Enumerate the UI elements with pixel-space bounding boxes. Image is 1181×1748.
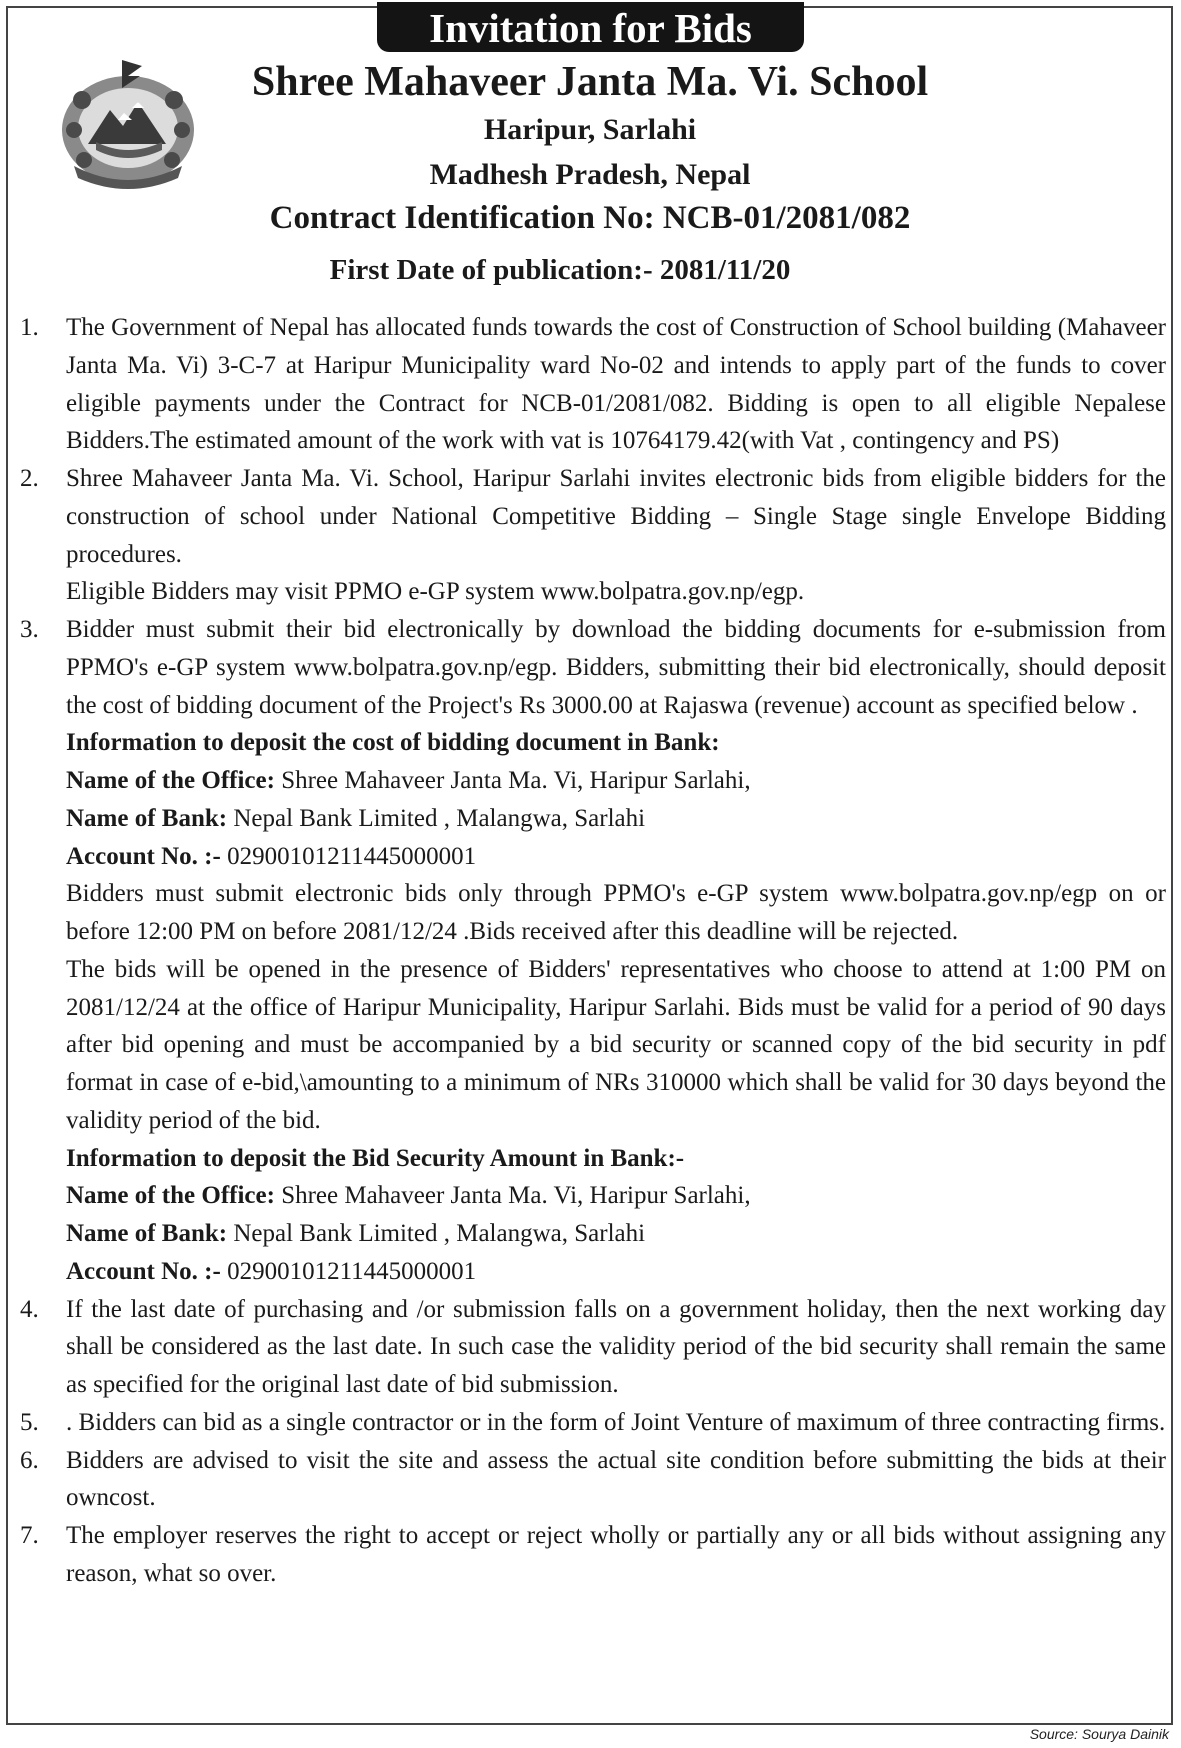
office-value: Shree Mahaveer Janta Ma. Vi, Haripur Sarlahi,	[274, 1182, 751, 1210]
source-credit: Source: Sourya Dainik	[1029, 1726, 1169, 1742]
submission-deadline-text: Bidders must submit electronic bids only through PPMO's e-GP system www.bolpatra.gov.np/egp on or before 12:00 PM on before 2081/12/24 .Bids received after this deadline will be rejected.	[66, 880, 1166, 945]
item-number: 6.	[20, 1446, 39, 1474]
notice-item-4	[16, 1291, 1166, 1404]
account-line	[66, 838, 1166, 876]
bank-line-2	[66, 1215, 1166, 1253]
publication-date: First Date of publication:- 2081/11/20	[329, 254, 791, 286]
school-address-line2: Madhesh Pradesh, Nepal	[429, 158, 751, 191]
item-text: The employer reserves the right to accept or reject wholly or partially any or all bids without assigning any reason, what so over.	[66, 1522, 1166, 1587]
account-label: Account No. :-	[66, 842, 221, 870]
bank-label: Name of Bank:	[66, 804, 228, 832]
office-value: Shree Mahaveer Janta Ma. Vi, Haripur Sarlahi,	[274, 767, 751, 794]
notice-item-3	[16, 611, 1166, 1291]
item-text: Shree Mahaveer Janta Ma. Vi. School, Haripur Sarlahi invites electronic bids from eligible bidders for the construction of school under National Competitive Bidding – Single Stage single Envelope Bidding procedures.	[66, 465, 1166, 568]
bank-value: Nepal Bank Limited , Malangwa, Sarlahi	[227, 804, 646, 832]
item-text: Bidders are advised to visit the site and assess the actual site condition before submitting the bids at their owncost.	[66, 1446, 1166, 1512]
office-line	[66, 762, 1166, 800]
notice-item-7	[16, 1517, 1166, 1593]
account-label: Account No. :-	[66, 1257, 221, 1285]
item-number: 7.	[20, 1522, 39, 1549]
school-address-line1: Haripur, Sarlahi	[483, 113, 697, 146]
item-number: 2.	[20, 465, 39, 492]
egp-visit-note: Eligible Bidders may visit PPMO e-GP system www.bolpatra.gov.np/egp.	[66, 578, 805, 606]
notice-item-2	[16, 460, 1166, 611]
account-value: 02900101211445000001	[220, 1257, 477, 1285]
notice-body	[16, 309, 1166, 1593]
item-text: . Bidders can bid as a single contractor or in the form of Joint Venture of maximum of three contracting firms.	[66, 1408, 1166, 1436]
bank-value: Nepal Bank Limited , Malangwa, Sarlahi	[227, 1220, 646, 1247]
bid-security-heading: Information to deposit the Bid Security Amount in Bank:-	[66, 1144, 685, 1172]
contract-identification: Contract Identification No: NCB-01/2081/082	[269, 200, 911, 236]
notice-item-5	[16, 1404, 1166, 1442]
item-number: 3.	[20, 616, 39, 643]
account-value: 02900101211445000001	[220, 842, 477, 870]
bank-line	[66, 800, 1166, 838]
item-text: The Government of Nepal has allocated funds towards the cost of Construction of School building (Mahaveer Janta Ma. Vi) 3-C-7 at Haripur Municipality ward No-02 and intends to apply part of the funds to cover eligible payments under the Contract for NCB-01/2081/082. Bidding is open to all eligible Nepalese Bidders.The estimated amount of the work with vat is 10764179.42(with Vat , contingency and PS)	[66, 314, 1166, 455]
item-text: If the last date of purchasing and /or submission falls on a government holiday, then the next working day shall be considered as the last date. In such case the validity period of the bid security shall remain the same as specified for the original last date of bid submission.	[66, 1295, 1166, 1398]
office-label: Name of the Office:	[66, 767, 275, 794]
account-line-2	[66, 1253, 1166, 1291]
school-name: Shree Mahaveer Janta Ma. Vi. School	[251, 59, 929, 105]
bid-opening-text: The bids will be opened in the presence of Bidders' representatives who choose to attend at 1:00 PM on 2081/12/24 at the office of Haripur Municipality, Haripur Sarlahi. Bids must be valid for a period of 90 days after bid opening and must be accompanied by a bid security or scanned copy of the bid security in pdf format in case of e-bid,\amounting to a minimum of NRs 310000 which shall be valid for 30 days beyond the validity period of the bid.	[66, 955, 1166, 1134]
office-label: Name of the Office:	[66, 1182, 275, 1210]
notice-item-1	[16, 309, 1166, 460]
item-number: 1.	[20, 314, 39, 341]
invitation-banner: Invitation for Bids	[377, 2, 804, 52]
deposit-info-heading: Information to deposit the cost of bidding document in Bank:	[66, 729, 720, 757]
item-number: 5.	[20, 1408, 39, 1436]
item-number: 4.	[20, 1295, 39, 1323]
notice-item-6	[16, 1442, 1166, 1518]
item-text: Bidder must submit their bid electronically by download the bidding documents for e-submission from PPMO's e-GP system www.bolpatra.gov.np/egp. Bidders, submitting their bid electronically, should deposit the cost of bidding document of the Project's Rs 3000.00 at Rajaswa (revenue) account as specified below .	[66, 616, 1166, 719]
office-line-2	[66, 1177, 1166, 1215]
bank-label: Name of Bank:	[66, 1220, 228, 1247]
